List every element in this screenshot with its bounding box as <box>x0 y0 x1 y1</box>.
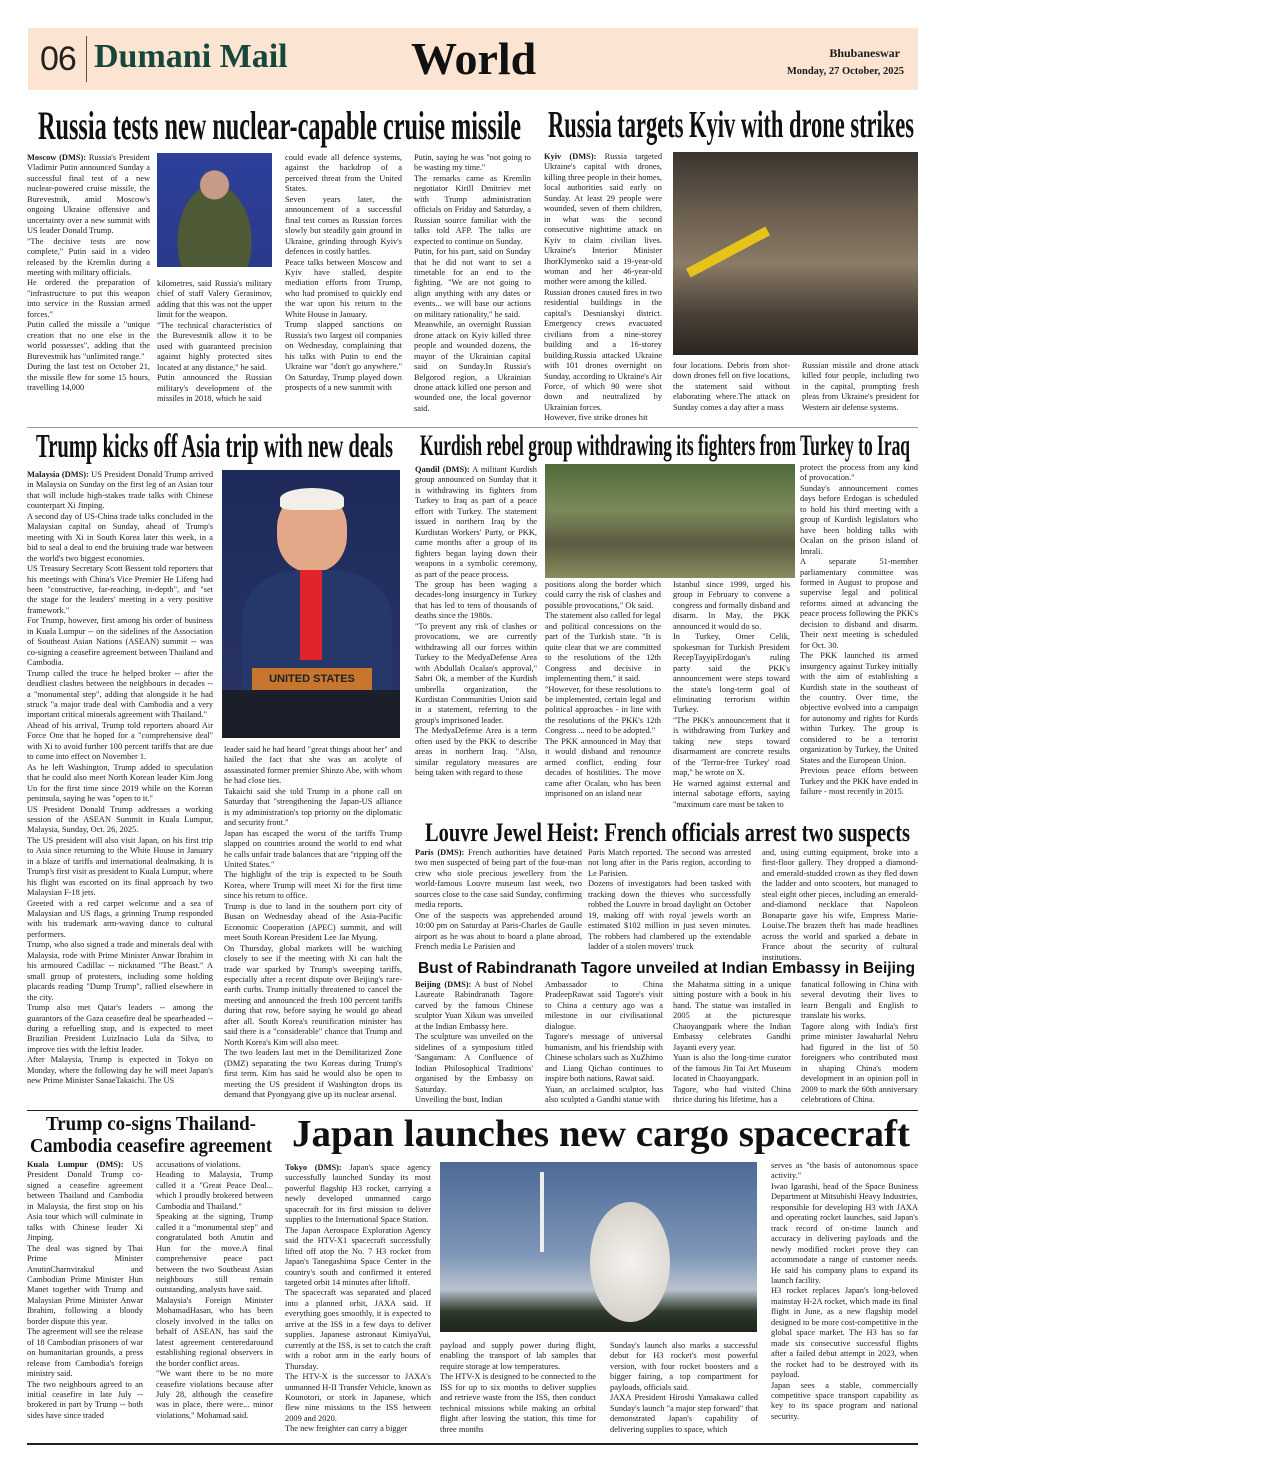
paragraph: On Thursday, global markets will be watching closely to see if the meeting with Xi can halt the trade war sparked by Trump's sweeping tariffs, especially after a recent dispute over Beijing's rare-earth curbs. Trump initially threatened to cancel the meeting and announced the fresh 100 percent tariffs during that row, before saying he would go ahead after all. South Korea's reunification minister has said there is a "considerable" chance that Trump and North Korea's Kim will also meet. <box>224 943 402 1047</box>
rocket <box>540 1172 544 1252</box>
paragraph: protect the process from any kind of provocation." <box>800 463 918 483</box>
dateline: Qandil (DMS): <box>415 465 470 474</box>
paragraph-text: A militant Kurdish group announced on Sunday that it is withdrawing its fighters from Turkey to Iraq as part of a peace effort with Turkey. The statement issued in northern Iraq by the Kurdistan Workers' Party, or PKK, came months after a group of its fighters began laying down their weapons in a symbolic ceremony, as part of the peace process. <box>415 465 537 579</box>
paragraph-text: US President Donald Trump arrived in Malaysia on Sunday on the first leg of an Asian tour that will include high-stakes trade talks with Chinese counterpart Xi Jinping. <box>27 470 214 511</box>
article-column <box>673 361 790 416</box>
article-column <box>762 848 918 962</box>
article-column <box>800 463 918 815</box>
paragraph: serves as "the basis of autonomous space activity." <box>771 1161 918 1181</box>
paragraph: A separate 51-member parliamentary committee was formed in August to propose and supervise legal and political reforms aimed at advancing the peace process following the PKK's decision to disband and disarm. Their next meeting is scheduled for Oct. 30. <box>800 557 918 650</box>
paragraph <box>415 465 537 580</box>
paragraph: The HTV-X is designed to be connected to the ISS for up to six months to deliver supplies and retrieve waste from the ISS, then conduct technical missions while making an orbital flight after leaving the station, this time for three months <box>440 1372 596 1434</box>
paragraph: The sculpture was unveiled on the sidelines of a symposium titled 'Sangamam: A Confluence of Indian Philosophical Traditions' organised by the Embassy on Saturday. <box>415 1032 533 1094</box>
paragraph: kilometres, said Russia's military chief of staff Valery Gerasimov, adding that this was not the upper limit for the weapon. <box>157 279 272 320</box>
paragraph-text: Japan's space agency successfully launched Sunday its most powerful flagship H3 rocket, carrying a newly developed unmanned cargo spacecraft for its first mission to deliver supplies to the International Space Station. <box>285 1163 432 1225</box>
headline-russia-missile: Russia tests new nuclear-capable cruise missile <box>38 103 521 148</box>
paragraph: "The decisive tests are now complete," Putin said in a video released by the Kremlin during a meeting with military officials. <box>27 236 150 277</box>
paragraph: payload and supply power during flight, enabling the transport of lab samples that require storage at low temperatures. <box>440 1341 596 1371</box>
paragraph: The US president will also visit Japan, on his first trip to Asia since returning to the White House in January in a blaze of tariffs and international dealmaking. It is Trump's first visit as president to Kuala Lumpur, where his flight was escorted on its final approach by two Malaysian F-18 jets. <box>27 835 213 898</box>
article-column <box>802 361 919 416</box>
paragraph: The HTV-X is the successor to JAXA's unmanned H-II Transfer Vehicle, known as Kounotori, or stork in Japanese, which flew nine missions to the ISS between 2009 and 2020. <box>285 1372 431 1423</box>
article-column <box>224 745 402 1106</box>
page-number: 06 <box>40 40 76 78</box>
paragraph: fanatical following in China with several devoting their lives to learn Bengali and English to translate his works. <box>801 980 918 1021</box>
paragraph: Previous peace efforts between Turkey and the PKK have ended in failure - most recently in 2015. <box>800 766 918 797</box>
paragraph: The agreement will see the release of 18 Cambodian prisoners of war on humanitarian grounds, a press release from Cambodia's foreign ministry said. <box>27 1327 143 1379</box>
paragraph: Meanwhile, an overnight Russian drone attack on Kyiv killed three people and wounded dozens, the mayor of the Ukrainian capital said on Sunday.In Russia's Belgorod region, a Ukrainian drone attack killed one person and wounded one, the local governor said. <box>414 320 531 413</box>
paragraph <box>27 1160 143 1244</box>
paragraph <box>415 980 533 1032</box>
paragraph: The remarks came as Kremlin negotiator Kirill Dmitriev met with Trump administration officials on Friday and Saturday, a Russian source familiar with the talks told AFP. The talks are expected to continue on Sunday. <box>414 173 531 246</box>
paragraph: Malaysia's Foreign Minister MohamadHasan, who has been closely involved in the talks on behalf of ASEAN, has said the latest agreement centeredaround establishing regional observers in the border conflict areas. <box>156 1295 273 1368</box>
paragraph: Russian missile and drone attack killed four people, including two in the capital, prompting fresh pleas from Ukraine's president for Western air defense systems. <box>802 361 919 412</box>
paragraph: Ambassador to China PradeepRawat said Tagore's visit to China a century ago was a milestone in our civilisational dialogue. <box>545 980 663 1031</box>
paragraph: Takaichi said she told Trump in a phone call on Saturday that "strengthening the Japan-US alliance is my administration's top priority on the diplomatic and security front." <box>224 786 402 828</box>
dateline: Paris (DMS): <box>415 848 465 857</box>
headline-ceasefire-line1: Trump co-signs Thailand- <box>46 1113 256 1135</box>
paragraph: The highlight of the trip is expected to be South Korea, where Trump will meet Xi for the first time since his return to office. <box>224 870 402 901</box>
paragraph: A second day of US-China trade talks concluded in the Malaysian capital on Sunday, ahead of Trump's meeting with Xi in South Korea later this week, in a bid to seal a deal to end the bruising trade war between the world's two biggest economies. <box>27 511 213 563</box>
paragraph: Iwao Igarashi, head of the Space Business Department at Mitsubishi Heavy Industries, responsible for developing H3 with JAXA and operating rocket launches, said Japan's track record of on-time launch and accuracy in delivering payloads and the newly modified rocket prove they can accommodate a range of customer needs. He said his company plans to expand its launch facility. <box>771 1181 918 1285</box>
paragraph: The statement also called for legal and political concessions on the part of the Turkish state. "It is quite clear that we are committed to the resolutions of the 12th Congress and decisive in implementing them," it said. <box>545 611 661 684</box>
dateline: Tokyo (DMS): <box>285 1163 342 1172</box>
article-column <box>415 980 533 1106</box>
paragraph: The PKK announced in May that it would disband and renounce armed conflict, ending four decades of hostilities. The move came after Ocalan, who has been imprisoned on an island near <box>545 736 661 799</box>
paragraph: Istanbul since 1999, urged his group in February to convene a congress and formally disband and disarm. In May, the PKK announced it would do so. <box>673 580 790 631</box>
paragraph: The MedyaDefense Area is a term often used by the PKK to describe areas in northern Iraq. "Also, similar regulatory measures are being taken with regard to those <box>415 726 537 778</box>
paragraph: could evade all defence systems, against the backdrop of a perceived threat from the United States. <box>285 153 402 194</box>
paragraph: Russian drones caused fires in two residential buildings in the capital's Desnianskyi district. Emergency crews evacuated civilians from a nine-storey building and a 16-storey building.Russia attacked Ukraine with 101 drones overnight on Sunday, according to Ukraine's Air Force, of which 90 were shot down and neutralized by Ukrainian forces. <box>544 287 662 412</box>
paragraph: "We want there to be no more ceasefire violations because after July 28, although the ceasefire was in place, there were... minor violations," Mohamad said. <box>156 1369 273 1420</box>
paragraph: US President Donald Trump addresses a working session of the ASEAN Summit in Kuala Lumpur, Malaysia, Sunday, Oct. 26, 2025. <box>27 804 213 835</box>
dateline: Beijing (DMS): <box>415 980 472 989</box>
masthead <box>28 28 918 90</box>
paragraph: As he left Washington, Trump added to speculation that he could also meet North Korean leader Kim Jong Un for the first time since 2019 while on the Korean peninsula, saying he was "open to it." <box>27 762 213 804</box>
article-column <box>285 1163 431 1436</box>
paragraph-text: Russia targeted Ukraine's capital with drones, killing three people in their homes, local authorities said early on Sunday. At least 29 people were wounded, seven of them children, in what was the second consecutive nighttime attack on Kyiv to claim civilian lives. Ukraine's Interior Minister IhorKlymenko said a 19-year-old woman and her 46-year-old mother were among the killed. <box>544 152 663 287</box>
paragraph: He ordered the preparation of "infrastructure to put this weapon into service in the Russian armed forces." <box>27 278 150 319</box>
paragraph: The new freighter can carry a bigger <box>285 1424 408 1434</box>
masthead-divider <box>86 36 87 82</box>
paragraph: Putin, for his part, said on Sunday that he did not want to set a timetable for an end to the fighting. "We are not going to align anything with any dates or events... we will base our actions on military rationality," he said. <box>414 247 531 319</box>
article-column <box>610 1341 758 1436</box>
paragraph: Seven years later, the announcement of a successful final test comes as Russian forces slowly but steadily gain ground in Ukraine, grinding through Kyiv's defences in costly battles. <box>285 194 402 257</box>
paragraph: Heading to Malaysia, Trump called it a "Great Peace Deal... which I proudly brokered between Cambodia and Thailand." <box>156 1170 273 1211</box>
section-title: World <box>411 33 537 84</box>
paragraph: Paris Match reported. The second was arrested not long after in the Paris region, according to Le Parisien. <box>588 848 751 878</box>
paragraph: The PKK launched its armed insurgency against Turkey initially with the aim of establishing a Kurdish state in the southeast of the country. Over time, the objective evolved into a campaign for autonomy and rights for Kurds within Turkey. The group is considered to be a terrorist organization by Turkey, the United States and the European Union. <box>800 651 918 765</box>
paragraph: Tagore along with India's first prime minister Jawaharlal Nehru had figured in the list of 50 foreigners who contributed most in shaping China's modern development in an opinion poll in 2009 to mark the 60th anniversary celebrations of China. <box>801 1021 918 1104</box>
putin-photo <box>157 153 272 267</box>
paragraph: Japan sees a stable, commercially competitive space transport capability as key to its space program and national security. <box>771 1380 918 1421</box>
article-column <box>285 153 402 419</box>
paragraph <box>285 1163 431 1226</box>
paragraph: Peace talks between Moscow and Kyiv have stalled, despite mediation efforts from Trump, who had promised to quickly end the war upon his return to the White House in January. <box>285 257 402 319</box>
paragraph-text: A bust of Nobel Laureate Rabindranath Tagore carved by the famous Chinese sculptor Yuan Xikun was unveiled at the Indian Embassy here. <box>415 980 533 1031</box>
paragraph: Trump is due to land in the southern port city of Busan on Wednesday ahead of the Asia-Pacific Economic Cooperation (APEC) summit, and will meet South Korean President Lee Jae Myung. <box>224 901 402 943</box>
paragraph: The Japan Aerospace Exploration Agency said the HTV-X1 spacecraft successfully lifted off atop the No. 7 H3 rocket from Japan's Tanegashima Space Center in the country's south and confirmed it entered targeted orbit 14 minutes after liftoff. <box>285 1225 431 1287</box>
article-column <box>414 153 531 419</box>
paragraph: "The PKK's announcement that it is withdrawing from Turkey and taking new steps toward disarmament are concrete results of the 'Terror-free Turkey' road map," he wrote on X. <box>673 715 790 778</box>
paragraph: Tagore, who had visited China thrice during his lifetime, has a <box>673 1084 791 1104</box>
divider <box>27 1110 918 1111</box>
paragraph: Ahead of his arrival, Trump told reporters aboard Air Force One that he hoped for a "comprehensive deal" with Xi to avoid further 100 percent tariffs that are due to come into effect on November 1. <box>27 720 213 762</box>
headline-japan: Japan launches new cargo spacecraft <box>292 1113 910 1155</box>
kyiv-damage-photo <box>673 152 918 355</box>
headline-tagore: Bust of Rabindranath Tagore unveiled at Indian Embassy in Beijing <box>418 960 915 977</box>
dateline: Moscow (DMS): <box>27 153 87 162</box>
paragraph: During the last test on October 21, the missile flew for some 15 hours, travelling 14,000 <box>27 362 150 392</box>
paragraph: accusations of violations. <box>156 1160 241 1169</box>
paragraph: One of the suspects was apprehended around 10:00 pm on Saturday at Paris-Charles de Gaulle airport as he was about to board a plane abroad, French media Le Parisien and <box>415 910 582 952</box>
paragraph <box>544 152 662 288</box>
article-column <box>673 980 791 1106</box>
paragraph: Speaking at the signing, Trump called it a "monumental step" and congratulated both Anutin and Hun for the move.A final comprehensive peace pact between the two Southeast Asian neighbours still remain outstanding, analysts have said. <box>156 1212 273 1295</box>
paragraph: Unveiling the bust, Indian <box>415 1094 503 1104</box>
paragraph: Trump, who also signed a trade and minerals deal with Malaysia, rode with Prime Minister Anwar Ibrahim in his armoured Cadillac -- nicknamed "The Beast." A small group of protesters, including some holding placards reading "Dump Trump", rallied elsewhere in the city. <box>27 940 213 1002</box>
paragraph: Greeted with a red carpet welcome and a sea of Malaysian and US flags, a grinning Trump responded with his trademark arm-waving dance to cultural performers. <box>27 898 213 939</box>
article-column <box>545 980 663 1106</box>
article-column <box>544 152 663 423</box>
article-column <box>545 580 661 815</box>
paragraph: Putin called the missile a "unique creation that no one else in the world possesses", adding that the Burevestnik has "unlimited range." <box>27 320 150 361</box>
headline-kurdish: Kurdish rebel group withdrawing its fighters from Turkey to Iraq <box>420 429 910 462</box>
paragraph: Yuan, an acclaimed sculptor, has also sculpted a Gandhi statue with <box>545 1084 663 1104</box>
paragraph: However, five strike drones hit <box>544 413 648 423</box>
bottom-rule <box>27 1443 918 1445</box>
paragraph: The spacecraft was separated and placed into a planned orbit, JAXA said. If everything goes smoothly, it is expected to arrive at the ISS in a few days to deliver supplies. Japanese astronaut KimiyaYui, currently at the ISS, is set to catch the craft with a robot arm in the early hours of Thursday. <box>285 1288 431 1371</box>
edition-city: Bhubaneswar <box>829 46 900 60</box>
article-column <box>415 465 537 815</box>
paragraph: Sunday's launch also marks a successful debut for H3 rocket's most powerful version, with four rocket boosters and a bigger fairing, a top compartment for payloads, officials said. <box>610 1341 758 1392</box>
table <box>222 690 400 738</box>
rocket-launch-photo <box>440 1162 757 1332</box>
paragraph: He warned against external and internal sabotage efforts, saying "maximum care must be taken to <box>673 778 790 809</box>
article-column <box>440 1341 596 1436</box>
article-column <box>157 279 272 419</box>
paragraph: the Mahatma sitting in a unique sitting posture with a book in his hand. The statue was installed in 2005 at the picturesque Chaoyangpark where the Indian Embassy celebrates Gandhi Jayanti every year. <box>673 980 791 1052</box>
paragraph: The deal was signed by Thai Prime Minister AnutinCharnvirakul and Cambodian Prime Minister Hun Manet together with Trump and Malaysian Prime Minister Anwar Ibrahim, following a bloody border dispute this year. <box>27 1243 143 1326</box>
paragraph-text: French authorities have detained two men suspected of being part of the four-man crew who stole precious jewellery from the world-famous Louvre museum last week, two sources close to the case said Sunday, confirming media reports. <box>415 848 582 910</box>
newspaper-name: Dumani Mail <box>94 38 288 75</box>
paragraph: Putin, saying he was "not going to be wasting my time." <box>414 153 531 173</box>
paragraph-text: Russia's President Vladimir Putin announced Sunday a successful final test of a new nuclear-powered cruise missile, the Burevestnik, amid Moscow's ongoing Ukraine offensive and uncertainty over a new summit with US leader Donald Trump. <box>27 153 150 236</box>
paragraph: and, using cutting equipment, broke into a first-floor gallery. They dropped a diamond-and emerald-studded crown as they fled down the ladder and onto scooters, but managed to steal eight other pieces, including an emerald-and-diamond necklace that Napoleon Bonaparte gave his wife, Empress Marie-Louise.The brazen theft has made headlines across the world and sparked a debate in France about the security of cultural institutions. <box>762 848 918 962</box>
paragraph: Trump also met Qatar's leaders -- among the guarantors of the Gaza ceasefire deal he spearheaded -- during a refuelling stop, and is expected to meet Brazilian President LuizInacio Lula da Silva, to improve ties with the leftist leader. <box>27 1003 213 1054</box>
placard: UNITED STATES <box>252 668 372 690</box>
article-column <box>588 848 751 956</box>
trump-photo <box>222 470 400 738</box>
paragraph <box>415 848 582 911</box>
paragraph: Putin announced the Russian military's development of the missiles in 2018, which he said <box>157 373 272 403</box>
crane-arm <box>686 226 770 277</box>
paragraph-text: US President Donald Trump co-signed a ceasefire agreement between Thailand and Cambodia in Malaysia, the first stop on his Asia tour which will culminate in talks with Chinese leader Xi Jinping. <box>27 1160 143 1243</box>
smoke-plume <box>590 1202 670 1322</box>
tie <box>300 570 322 660</box>
paragraph: positions along the border which could carry the risk of clashes and possible provocations," Ok said. <box>545 580 661 610</box>
paragraph: Dozens of investigators had been tasked with tracking down the thieves who successfully robbed the Louvre in broad daylight on October 19, making off with royal jewels worth an estimated $102 million in just seven minutes. The robbers had clambered up the extendable ladder of a stolen movers' truck <box>588 879 751 952</box>
paragraph: leader said he had heard "great things about her" and hailed the fact that she was an acolyte of assassinated former premier Shinzo Abe, with whom he had close ties. <box>224 745 402 786</box>
paragraph: The two leaders last met in the Demilitarized Zone (DMZ) separating the two Koreas during Trump's first term. Kim has said he would also be open to meeting the US president if Washington drops its demand that Pyongyang give up its nuclear arsenal. <box>224 1048 402 1099</box>
paragraph: The two neighbours agreed to an initial ceasefire in late July -- brokered in part by Trump -- both sides have since traded <box>27 1379 143 1420</box>
paragraph: four locations. Debris from shot-down drones fell on five locations, the statement said without elaborating where.The attack on Sunday comes a day after a mass <box>673 361 790 412</box>
headline-ceasefire-line2: Cambodia ceasefire agreement <box>30 1135 272 1157</box>
headline-trump-asia: Trump kicks off Asia trip with new deals <box>36 428 393 465</box>
paragraph: "However, for these resolutions to be implemented, certain legal and political approaches - in line with the resolutions of the PKK's 12th Congress ... need to be adopted." <box>545 684 661 736</box>
hair <box>280 488 344 510</box>
paragraph <box>27 153 150 237</box>
paragraph: US Treasury Secretary Scott Bessent told reporters that his meetings with China's Vice Premier He Lifeng had been "constructive, far-reaching, in-depth", and "set the stage for the leaders' meeting in a very positive framework." <box>27 564 213 615</box>
paragraph: JAXA President Hiroshi Yamakawa called Sunday's launch "a major step forward" that demonstrated Japan's capability of delivering supplies to space, which <box>610 1393 758 1434</box>
paragraph: H3 rocket replaces Japan's long-beloved mainstay H-2A rocket, which made its final flight in June, as a new flagship model designed to be more cost-competitive in the global space market. The H3 has so far made six consecutive successful flights after a failed debut attempt in 2023, when the rocket had to be destroyed with its payload. <box>771 1286 918 1380</box>
article-column <box>771 1161 918 1436</box>
dateline: Kyiv (DMS): <box>544 152 597 161</box>
paragraph: Sunday's announcement comes days before Erdogan is scheduled to hold his third meeting with a group of Kurdish legislators who have been holding talks with Ocalan on the prison island of Imrali. <box>800 483 918 556</box>
dateline: Malaysia (DMS): <box>27 470 89 479</box>
paragraph: "To prevent any risk of clashes or provocations, we are currently withdrawing all our forces within Turkey to the MedyaDefense Area with Abdullah Ocalan's approval," Sabri Ok, a member of the Kurdish umbrella organization, the Kurdistan Communities Union said in a statement, referring to the group's imprisoned leader. <box>415 621 537 725</box>
headline-kyiv-drones: Russia targets Kyiv with drone strikes <box>548 104 914 146</box>
paragraph: Yuan is also the long-time curator of the famous Jin Tai Art Museum located in Chaoyangpark. <box>673 1053 791 1084</box>
paragraph: For Trump, however, first among his order of business in Kuala Lumpur -- on the sidelines of the Association of Southeast Asian Nations (ASEAN) summit -- was co-signing a ceasefire agreement between Thailand and Cambodia. <box>27 616 213 668</box>
article-column <box>27 153 150 419</box>
paragraph <box>27 470 213 512</box>
paragraph: Japan has escaped the worst of the tariffs Trump slapped on countries around the world to end what he calls unfair trade balances that are "ripping off the United States." <box>224 828 402 869</box>
article-column <box>27 470 213 1106</box>
article-column <box>673 580 790 815</box>
article-column <box>415 848 582 956</box>
paragraph: Trump called the truce he helped broker -- after the deadliest clashes between the neighbours in decades -- a "monumental step", adding that alongside it he had struck "a major trade deal with Cambodia and a very important critical minerals agreement with Thailand." <box>27 668 213 720</box>
article-column <box>156 1160 273 1436</box>
headline-louvre: Louvre Jewel Heist: French officials arrest two suspects <box>425 818 910 847</box>
article-column <box>27 1160 143 1436</box>
paragraph: Tagore's message of universal humanism, and his friendship with Chinese scholars such as XuZhimo and Liang Qichao continues to inspire both nations, Rawat said. <box>545 1032 663 1084</box>
paragraph: Trump slapped sanctions on Russia's two largest oil companies on Wednesday, complaining that his talks with Putin to end the Ukraine war "don't go anywhere." On Saturday, Trump played down prospects of a new summit with <box>285 320 402 392</box>
paragraph: After Malaysia, Trump is expected in Tokyo on Monday, where the following day he will meet Japan's new Prime Minister SanaeTakaichi. The US <box>27 1055 213 1086</box>
edition-date: Monday, 27 October, 2025 <box>786 66 904 77</box>
paragraph: In Turkey, Omer Celik, spokesman for Turkish President RecepTayyipErdogan's ruling party said the PKK's announcement were steps toward the state's long-term goal of eliminating terrorism within Turkey. <box>673 632 790 715</box>
article-column <box>801 980 918 1106</box>
pkk-fighters-photo <box>545 464 795 578</box>
paragraph: "The technical characteristics of the Burevestnik allow it to be used with guaranteed precision against highly protected sites located at any distance," he said. <box>157 320 272 372</box>
paragraph: The group has been waging a decades-long insurgency in Turkey that has led to tens of thousands of deaths since the 1980s. <box>415 579 537 621</box>
dateline: Kuala Lumpur (DMS): <box>27 1160 124 1169</box>
